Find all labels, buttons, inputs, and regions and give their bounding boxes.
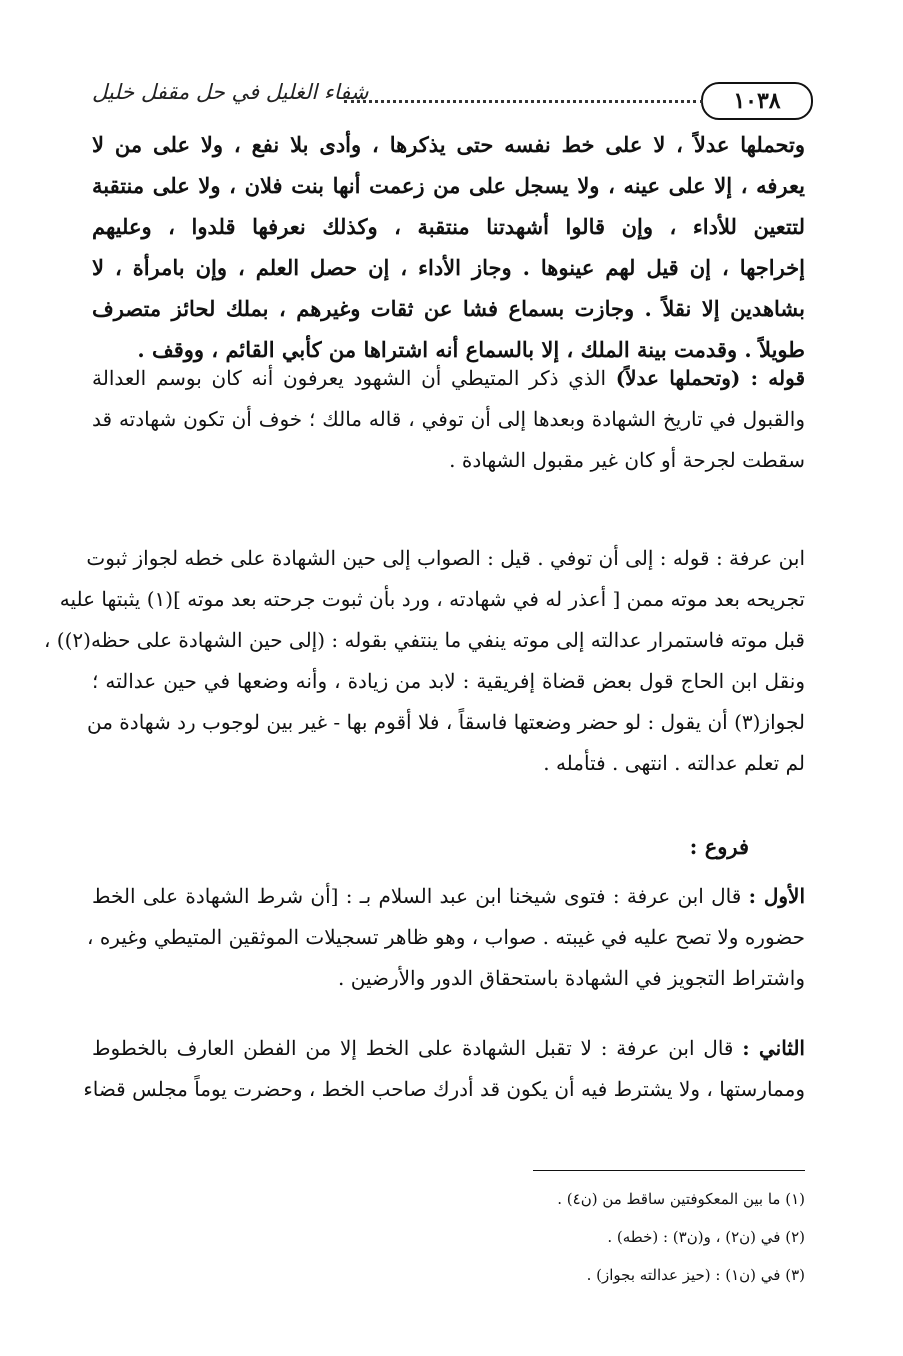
paragraph-line bbox=[92, 876, 805, 917]
commentary-paragraph bbox=[83, 1028, 805, 1110]
matn-line: لتتعين للأداء ، وإن قالوا أشهدتنا منتقبة ، وكذلك نعرفها قلدوا ، وعليهم bbox=[92, 214, 805, 239]
paragraph-line: واشتراط التجويز في الشهادة باستحقاق الدور والأرضين . bbox=[338, 966, 805, 990]
paragraph-lead: الأول : bbox=[748, 884, 806, 908]
paragraph-lead: قوله : (وتحملها عدلاً) bbox=[615, 366, 806, 390]
commentary-paragraph bbox=[87, 876, 806, 999]
subheading-block bbox=[92, 826, 805, 867]
section-subheading: فروع : bbox=[689, 834, 749, 859]
matn-line: إخراجها ، إن قيل لهم عينوها . وجاز الأداء ، إن حصل العلم ، وإن بامرأة ، لا bbox=[92, 255, 805, 280]
paragraph-line: حضوره ولا تصح عليه في غيبته . صواب ، وهو ظاهر تسجيلات الموثقين المتيطي وغيره ، bbox=[87, 925, 805, 949]
commentary-paragraph bbox=[43, 538, 805, 784]
footnote: (٢) في (ن٢) ، و(ن٣) : (خطه) . bbox=[607, 1228, 805, 1246]
paragraph-text: الذي ذكر المتيطي أن الشهود يعرفون أنه كان بوسم العدالة bbox=[92, 366, 606, 390]
paragraph-line: لجواز(٣) أن يقول : لو حضر وضعتها فاسقاً ، فلا أقوم بها - غير بين لوجوب رد شهادة من bbox=[87, 710, 805, 734]
paragraph-text: قال ابن عرفة : فتوى شيخنا ابن عبد السلام بـ : [أن شرط الشهادة على الخط bbox=[92, 884, 742, 908]
matn-text bbox=[92, 124, 805, 370]
paragraph-line: قبل موته فاستمرار عدالته إلى موته ينفي ما ينتفي بقوله : (إلى حين الشهادة على حظه(٢)) ، bbox=[43, 628, 805, 652]
paragraph-lead: الثاني : bbox=[742, 1036, 805, 1060]
matn-line: وتحملها عدلاً ، لا على خط نفسه حتى يذكرها ، وأدى بلا نفع ، ولا على من لا bbox=[92, 132, 805, 157]
header-rule bbox=[344, 100, 703, 103]
paragraph-line: تجريحه بعد موته ممن [ أعذر له في شهادته ، ورد بأن ثبوت جرحته بعد موته ](١) يثبتها عليه bbox=[59, 587, 805, 611]
matn-line: طويلاً . وقدمت بينة الملك ، إلا بالسماع أنه اشتراها من كأبي القائم ، ووقف . bbox=[137, 337, 805, 362]
paragraph-line: ابن عرفة : قوله : إلى أن توفي . قيل : الصواب إلى حين الشهادة على خطه لجواز ثبوت bbox=[86, 546, 805, 570]
paragraph-line: لم تعلم عدالته . انتهى . فتأمله . bbox=[543, 751, 805, 775]
page-number: ١٠٣٨ bbox=[701, 82, 813, 120]
paragraph-line bbox=[92, 358, 805, 399]
running-title: شفاء الغليل في حل مقفل خليل bbox=[92, 80, 369, 104]
matn-line: بشاهدين إلا نقلاً . وجازت بسماع فشا عن ثقات وغيرهم ، بملك لحائز متصرف bbox=[92, 296, 805, 321]
commentary-paragraph bbox=[92, 358, 805, 481]
page-header bbox=[92, 78, 813, 122]
paragraph-line: سقطت لجرحة أو كان غير مقبول الشهادة . bbox=[449, 448, 805, 472]
footnote-separator bbox=[533, 1170, 805, 1171]
footnotes bbox=[92, 1180, 805, 1294]
paragraph-text: قال ابن عرفة : لا تقبل الشهادة على الخط إلا من الفطن العارف بالخطوط bbox=[92, 1036, 734, 1060]
paragraph-line bbox=[92, 1028, 805, 1069]
paragraph-line: ونقل ابن الحاج قول بعض قضاة إفريقية : لابد من زيادة ، وأنه وضعها في حين عدالته ؛ bbox=[92, 669, 805, 693]
paragraph-line: وممارستها ، ولا يشترط فيه أن يكون قد أدرك صاحب الخط ، وحضرت يوماً مجلس قضاء bbox=[83, 1077, 805, 1101]
paragraph-line: والقبول في تاريخ الشهادة وبعدها إلى أن توفي ، قاله مالك ؛ خوف أن تكون شهادته قد bbox=[92, 407, 805, 431]
matn-line: يعرفه ، إلا على عينه ، ولا يسجل على من زعمت أنها بنت فلان ، ولا على منتقبة bbox=[92, 173, 805, 198]
footnote: (٣) في (ن١) : (حيز عدالته بجواز) . bbox=[586, 1266, 805, 1284]
footnote: (١) ما بين المعكوفتين ساقط من (ن٤) . bbox=[557, 1190, 805, 1208]
